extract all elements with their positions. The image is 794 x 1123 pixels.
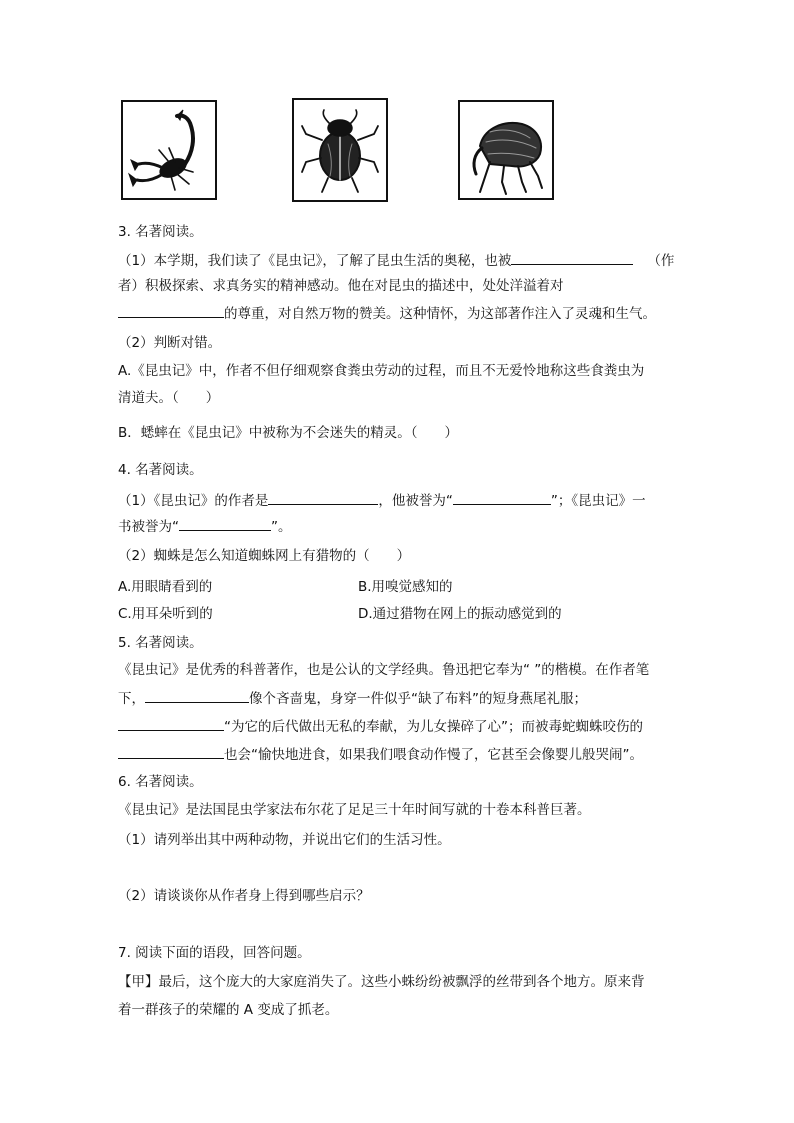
q5-line2: 下， 像个吝啬鬼，身穿一件似乎“缺了布料”的短身燕尾礼服； <box>118 688 678 709</box>
q3-respect-blank[interactable] <box>118 303 224 318</box>
q5-title: 5. 名著阅读。 <box>118 635 203 651</box>
weevil-image <box>458 100 554 200</box>
q4-option-d[interactable]: D.通过猎物在网上的振动感觉到的 <box>358 606 562 622</box>
q4-author-blank[interactable] <box>268 490 378 505</box>
weevil-icon <box>460 102 552 198</box>
q4-options-row2 <box>118 604 678 624</box>
q4-option-b[interactable]: B.用嗅觉感知的 <box>358 579 453 595</box>
q5-line1: 《昆虫记》是优秀的科普著作，也是公认的文学经典。鲁迅把它奉为“ ”的楷模。在作者笔 <box>118 662 650 678</box>
q4-option-c[interactable]: C.用耳朵听到的 <box>118 606 213 622</box>
q3-part1-line2: 者）积极探索、求真务实的精神感动。他在对昆虫的描述中，处处洋溢着对 <box>118 278 564 294</box>
q7-title: 7. 阅读下面的语段，回答问题。 <box>118 945 311 961</box>
scorpion-icon <box>123 102 215 198</box>
q3-title: 3. 名著阅读。 <box>118 224 203 240</box>
dung-beetle-image <box>292 98 388 202</box>
q4-part2: （2）蜘蛛是怎么知道蜘蛛网上有猎物的（ ） <box>118 548 411 564</box>
q4-honor-blank[interactable] <box>453 490 551 505</box>
q6-part1: （1）请列举出其中两种动物，并说出它们的生活习性。 <box>118 832 451 848</box>
q3-statement-a-line2: 清道夫。（ ） <box>118 390 220 406</box>
q4-part1-line2: 书被誉为“ ”。 <box>118 516 678 537</box>
q5-blank-3[interactable] <box>118 744 224 759</box>
q4-options-row1 <box>118 577 678 597</box>
q5-blank-1[interactable] <box>145 688 249 703</box>
q3-part2: （2）判断对错。 <box>118 335 222 351</box>
q3-statement-a-line1: A.《昆虫记》中，作者不但仔细观察食粪虫劳动的过程，而且不无爱怜地称这些食粪虫为 <box>118 363 645 379</box>
q3-part1-line3: 的尊重，对自然万物的赞美。这种情怀，为这部著作注入了灵魂和生气。 <box>118 303 678 324</box>
q5-line4: 也会“愉快地进食，如果我们喂食动作慢了，它甚至会像婴儿般哭闹”。 <box>118 744 678 765</box>
q6-intro: 《昆虫记》是法国昆虫学家法布尔花了足足三十年时间写就的十卷本科普巨著。 <box>118 802 591 818</box>
q3-part1-line1: （1）本学期，我们读了《昆虫记》，了解了昆虫生活的奥秘，也被 （作 <box>118 250 678 271</box>
q4-book-honor-blank[interactable] <box>179 516 271 531</box>
q7-line1: 【甲】最后，这个庞大的大家庭消失了。这些小蛛纷纷被飘浮的丝带到各个地方。原来背 <box>118 974 645 990</box>
q5-line3: “为它的后代做出无私的奉献，为儿女操碎了心”；而被毒蛇蜘蛛咬伤的 <box>118 716 678 737</box>
q3-author-blank[interactable] <box>511 250 633 265</box>
q6-part2: （2）请谈谈你从作者身上得到哪些启示？ <box>118 888 370 904</box>
beetle-icon <box>294 100 386 200</box>
scorpion-image <box>121 100 217 200</box>
q4-title: 4. 名著阅读。 <box>118 462 203 478</box>
q4-part1-line1: （1）《昆虫记》的作者是 ，他被誉为“ ”；《昆虫记》一 <box>118 490 678 511</box>
q3-statement-b: B．蟋蟀在《昆虫记》中被称为不会迷失的精灵。（ ） <box>118 425 459 441</box>
q4-option-a[interactable]: A.用眼睛看到的 <box>118 579 213 595</box>
q5-blank-2[interactable] <box>118 716 224 731</box>
q6-title: 6. 名著阅读。 <box>118 774 203 790</box>
q7-line2: 着一群孩子的荣耀的 A 变成了抓老。 <box>118 1002 339 1018</box>
